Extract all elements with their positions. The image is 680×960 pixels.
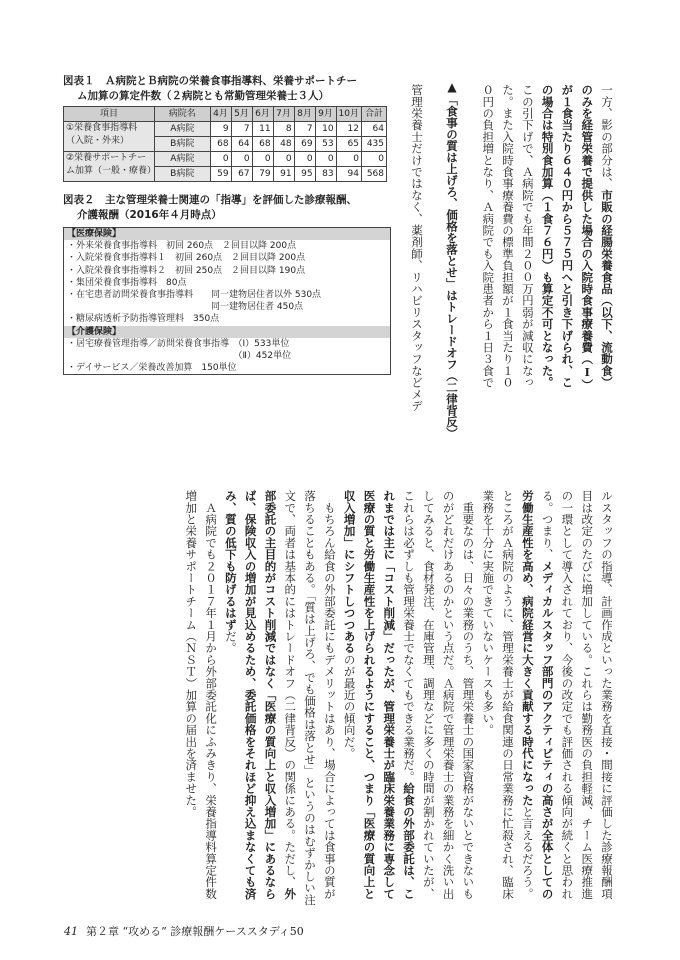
cell-total: 435 (362, 137, 387, 152)
cell: 65 (336, 137, 361, 152)
cell: 91 (273, 167, 294, 182)
cell: 0 (231, 152, 252, 167)
cell: 0 (210, 152, 231, 167)
col-header: 10月 (336, 107, 361, 122)
fee-line: （Ⅱ）452単位 (67, 351, 292, 362)
fee-line: ・在宅患者訪問栄養食事指導料 同一建物居住者以外 530点 (67, 290, 322, 301)
cell: 95 (294, 167, 315, 182)
col-header: 5月 (231, 107, 252, 122)
fee-line: ・居宅療養管理指導／訪問栄養食事指導 （Ⅰ）533単位 (67, 338, 290, 349)
col-header: 合計 (362, 107, 387, 122)
col-header: 4月 (210, 107, 231, 122)
footer-chapter: 第２章 “攻める” 診療報酬ケーススタディ50 (86, 925, 304, 938)
hospital-name: A病院 (155, 152, 211, 167)
cell: 59 (210, 167, 231, 182)
section-medical-insurance: 【医療保険】 (64, 228, 390, 240)
fee-line: ・入院栄養食事指導料１ 初回 260点 ２回目以降 200点 (67, 253, 306, 264)
item-label: ②栄養サポートチーム加算（一般・療養） (64, 152, 155, 182)
body-text-upper-right: 一方、影の部分は、市販の経腸栄養食品（以下、流動食）のみを経管栄養で提供した場合の入院時食事療養費（Ⅰ）が１食当たり６４０円から５７５円へと引き下げられ、この場合は特別食加算（１食７６円）も算定不可となった。この引下げで、Ａ病院でも年間２００万円弱が減収になった。また入院時食事療養費の標準負担額が１食当たり１００円の負担増となり、Ａ病院でも入院患者から１日３食で (481, 84, 614, 391)
cell: 67 (231, 167, 252, 182)
body-text-continuation: 管理栄養士だけではなく、薬剤師、リハビリスタッフなどメデ (410, 84, 424, 412)
col-header: 7月 (273, 107, 294, 122)
col-header: 病院名 (155, 107, 211, 122)
section-care-insurance: 【介護保険】 (64, 326, 390, 338)
figure2-box (63, 227, 391, 375)
fee-line: ・入院栄養食事指導料２ 初回 250点 ２回目以降 190点 (67, 265, 306, 276)
page-footer (64, 923, 304, 939)
cell: 94 (336, 167, 361, 182)
fee-line: ・集団栄養食事指導料 80点 (67, 277, 187, 288)
cell: 68 (210, 137, 231, 152)
col-header: 9月 (315, 107, 336, 122)
cell: 53 (315, 137, 336, 152)
cell: 0 (273, 152, 294, 167)
table-header-row (64, 107, 387, 122)
col-header: 8月 (294, 107, 315, 122)
cell: 8 (273, 122, 294, 137)
fee-line: ・糖尿病透析予防指導管理料 350点 (67, 314, 220, 325)
col-header: 6月 (252, 107, 273, 122)
cell: 69 (294, 137, 315, 152)
cell: 64 (231, 137, 252, 152)
cell-total: 568 (362, 167, 387, 182)
cell: 0 (315, 152, 336, 167)
hospital-name: B病院 (155, 167, 211, 182)
fee-line: ・外来栄養食事指導料 初回 260点 ２回目以降 200点 (67, 241, 297, 252)
cell: 0 (252, 152, 273, 167)
cell-total: 0 (362, 152, 387, 167)
item-label: ①栄養食事指導料（入院・外来） (64, 122, 155, 152)
cell: 10 (315, 122, 336, 137)
fee-line: ・デイサービス／栄養改善加算 150単位 (67, 363, 237, 374)
body-text-lower: ルスタッフの指導、計画作成といった業務を直接・間接に評価した診療報酬項目は改定のたびに増加している。これらは勤務医の負担軽減、チーム医療推進の一環として導入されており、今後の改定でも評価される傾向が続くと思われる。つまり、メディカルスタッフ部門のアクティビティの高さが全体としての労働生産性を高め、病院経営に大きく貢献する時代になったと言えるだろう。ところがＡ病院のように、管理栄養士が給食関連の日常業務に忙殺され、臨床業務を十分に実施できていないケースも多い。 重要なのは、日々の業務のうち、管理栄養士の国家資格がないとできないものがどれだけあるのかという点だ。Ａ病院で管理栄養士の業務を細かく洗い出してみると、食材発注、在庫管理、調理などに多くの時間が割かれていたが、これらは必ずしも管理栄養士でなくてもできる業務だ。給食の外部委託は、これまでは主に「コスト削減」だったが、管理栄養士が臨床栄養業務に専念して医療の質と労働生産性を上げられるようにすること、つまり「医療の質向上と収入増加」にシフトしつつあるのが最近の傾向だ。 もちろん給食の外部委託にもデメリットはあり、場合によっては食事の質が落ちることもある。「質は上げろ、でも価格は落とせ」というのはむずかしい注文で、両者は基本的にはトレードオフ（二律背反）の関係にある。ただし、外部委託の主目的がコスト削減ではなく「医療の質向上と収入増加」にあるならば、保険収入の増加が見込めるため、委託価格をそれほど抑え込まなくても済み、質の低下も防げるはずだ。 Ａ病院でも２０１７年１月から外部委託化にふみきり、栄養指導料算定件数増加と栄養サポートチーム（ＮＳＴ）加算の届出を済ませた。 (184, 490, 614, 906)
cell: 79 (252, 167, 273, 182)
cell: 11 (252, 122, 273, 137)
hospital-name: A病院 (155, 122, 211, 137)
cell: 68 (252, 137, 273, 152)
page-number: 41 (64, 925, 78, 938)
cell-total: 64 (362, 122, 387, 137)
cell: 7 (294, 122, 315, 137)
cell: 83 (315, 167, 336, 182)
hospital-name: B病院 (155, 137, 211, 152)
col-header: 項目 (64, 107, 155, 122)
cell: 12 (336, 122, 361, 137)
cell: 0 (294, 152, 315, 167)
figure1-table (63, 106, 387, 182)
heading-marker-icon: ▲ (445, 80, 459, 94)
cell: 48 (273, 137, 294, 152)
figure1-title: 図表１ Ａ病院とＢ病院の栄養食事指導料、栄養サポートチー ム加算の算定件数（２病院とも常勤管理栄養士３人） (63, 75, 357, 102)
cell: 9 (210, 122, 231, 137)
table-row (64, 122, 387, 137)
cell: 0 (336, 152, 361, 167)
figure2-title: 図表２ 主な管理栄養士関連の「指導」を評価した診療報酬、 介護報酬（2016年４月時点） (63, 194, 357, 221)
fee-line: 同一建物居住者 450点 (67, 302, 304, 313)
table-row (64, 152, 387, 167)
section-heading: ▲「食事の質は上げろ、価格を落とせ」はトレードオフ（二律背反） (445, 80, 459, 439)
cell: 7 (231, 122, 252, 137)
